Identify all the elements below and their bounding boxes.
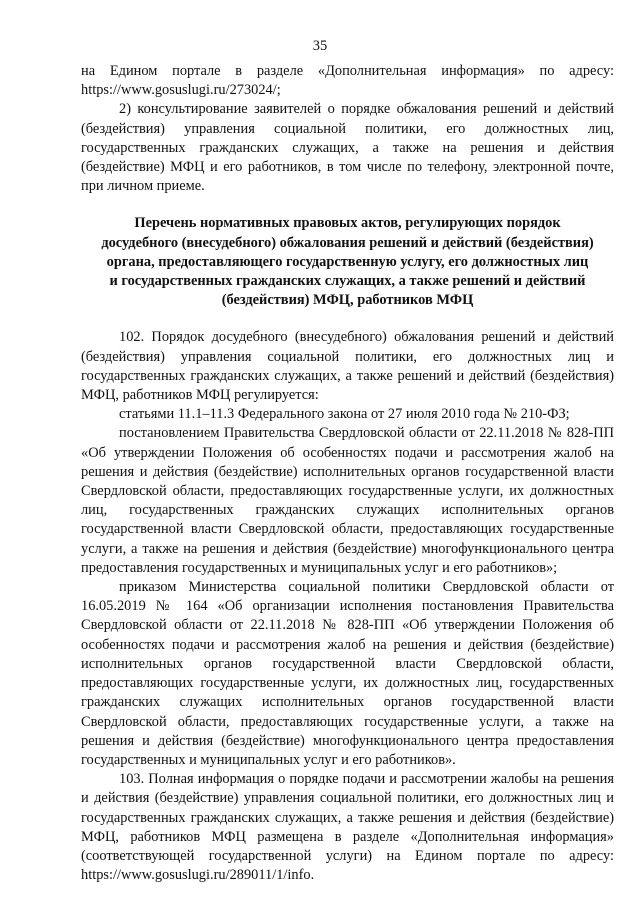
paragraph-federal-law: статьями 11.1–11.3 Федерального закона от 27 июля 2010 года № 210-ФЗ; [119, 406, 570, 423]
paragraph-ministry-order: приказом Министерства социальной политики Свердловской области от 16.05.2019 № 164 «Об организации исполнения постановления Правительства Свердловской области от 22.11.2018 № 828-ПП «Об утверждении Положения об особенностях подачи и рассмотрения жалоб на решения и действия (бездействие) исполнительных органов государственной власти Свердловской области, предоставляющих государственные услуги, их должностных лиц, государственных гражданских служащих исполнительных органов государственной власти Свердловской области, предоставляющих государственные услуги, а также на решения и действия (бездействие) многофункционального центра предоставления государственных и муниципальных услуг и его работников». [81, 579, 614, 768]
section-heading-line: Перечень нормативных правовых актов, регулирующих порядок [134, 215, 561, 232]
section-heading-line: и государственных гражданских служащих, а также решений и действий [109, 273, 586, 290]
paragraph-government-decree: постановлением Правительства Свердловской области от 22.11.2018 № 828-ПП «Об утверждении Положения об особенностях подачи и рассмотрения жалоб на решения и действия (бездействие) исполнительных органов государственной власти Свердловской области, предоставляющих государственные услуги, их должностных лиц, государственных гражданских служащих исполнительных органов государственной власти Свердловской области, предоставляющих государственные услуги, а также на решения и действия (бездействие) многофункционального центра предоставления государственных и муниципальных услуг и его работников»; [81, 425, 614, 576]
page-content [81, 62, 614, 885]
section-heading [81, 214, 614, 310]
intro-paragraph-portal-address: на Едином портале в разделе «Дополнительная информация» по адресу: https://www.gosuslugi.ru/273024/; [81, 63, 614, 99]
paragraph-102: 102. Порядок досудебного (внесудебного) обжалования решений и действий (бездействия) управления социальной политики, его должностных лиц и государственных гражданских служащих, а также решений и действий (бездействия) МФЦ, работников МФЦ регулируется: [81, 329, 614, 404]
section-heading-line: досудебного (внесудебного) обжалования решений и действий (бездействия) [101, 234, 594, 251]
section-heading-line: (бездействия) МФЦ, работников МФЦ [221, 292, 474, 309]
section-heading-line: органа, предоставляющего государственную услугу, его должностных лиц [106, 253, 589, 270]
intro-paragraph-consulting: 2) консультирование заявителей о порядке обжалования решений и действий (бездействия) управления социальной политики, его должностных лиц, государственных гражданских служащих, а также на решения и действия (бездействие) МФЦ и его работников, в том числе по телефону, электронной почте, при личном приеме. [81, 101, 614, 195]
paragraph-103: 103. Полная информация о порядке подачи и рассмотрении жалобы на решения и действия (бездействие) управления социальной политики, его должностных лиц и государственных гражданских служащих, а также решения и действия (бездействие) МФЦ, работников МФЦ размещена в разделе «Дополнительная информация» (соответствующей государственной услуги) на Едином портале по адресу: https://www.gosuslugi.ru/289011/1/info. [81, 771, 614, 884]
page-number: 35 [312, 38, 328, 54]
